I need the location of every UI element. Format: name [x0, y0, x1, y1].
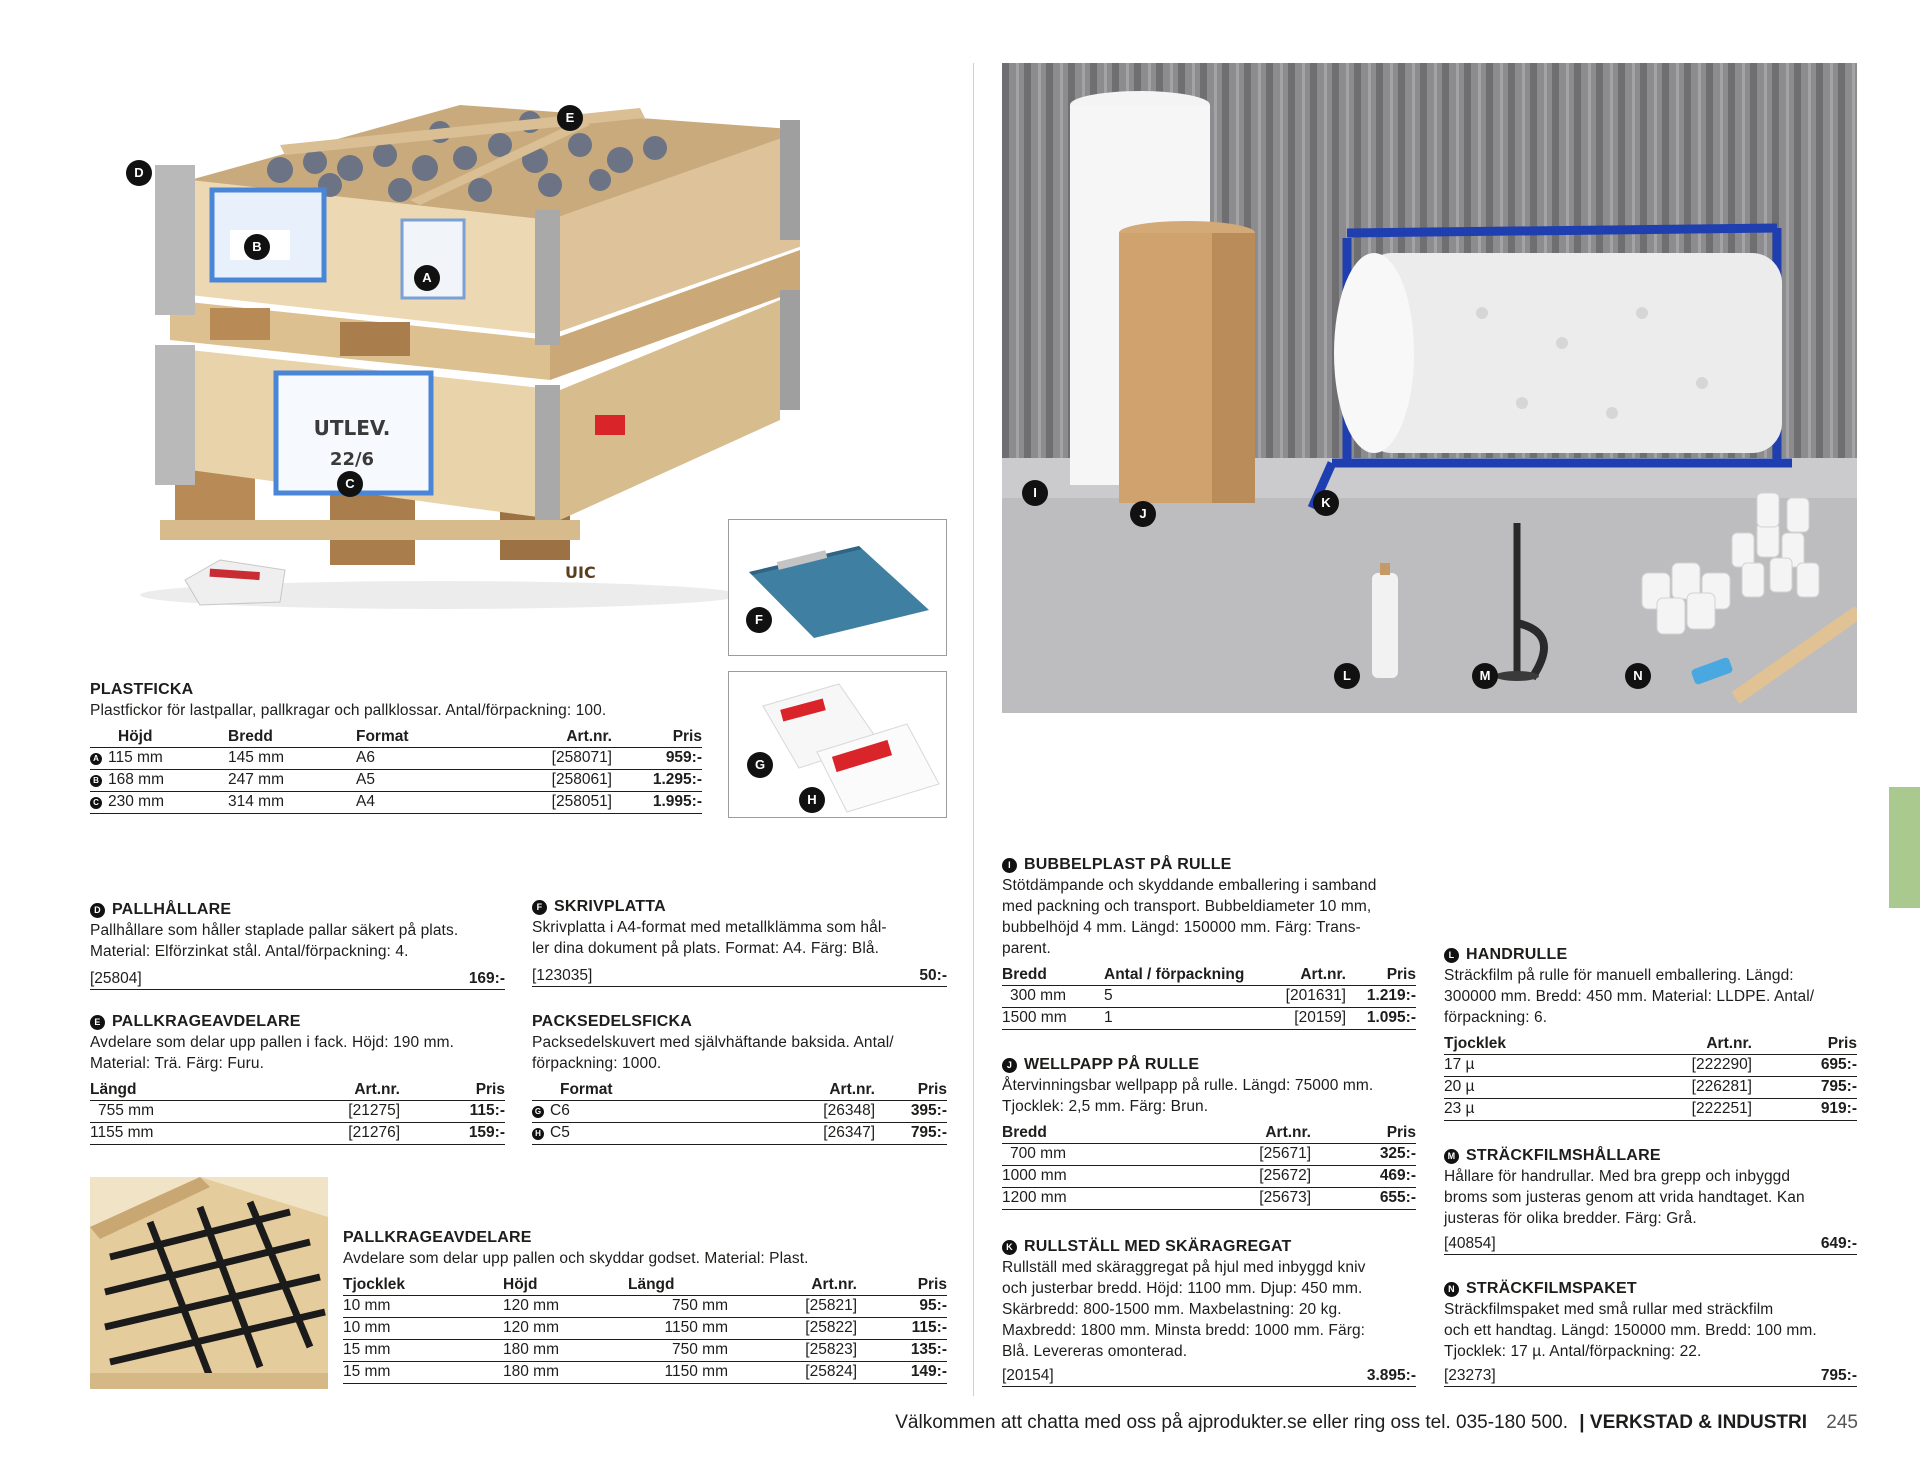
cell-tjocklek: 20 µ [1444, 1076, 1600, 1098]
cell-artnr: [226281] [1600, 1076, 1752, 1098]
cell-pris: 655:- [1311, 1187, 1416, 1209]
cell-artnr: [21276] [261, 1122, 400, 1144]
cell-artnr: [258071] [476, 747, 612, 769]
strackfilmspaket-section [1444, 1279, 1857, 1387]
col-pris: Pris [857, 1273, 947, 1295]
artnr: [20154] [1002, 1367, 1054, 1384]
wellpapp-description-1: Återvinningsbar wellpapp på rulle. Längd: 75000 mm. [1002, 1077, 1374, 1094]
cell-artnr: [26348] [741, 1100, 875, 1122]
handrulle-description-3: förpackning: 6. [1444, 1009, 1548, 1026]
marker-k: K [1313, 490, 1339, 516]
marker-d: D [126, 160, 152, 186]
row-badge: G [532, 1106, 544, 1118]
plastficka-table [90, 725, 702, 814]
wellpapp-section [1002, 1055, 1416, 1210]
strackfilmspaket-description-1: Sträckfilmspaket med små rullar med sträckfilm [1444, 1301, 1774, 1318]
cell-pris: 95:- [857, 1295, 947, 1317]
cell-pris: 795:- [1752, 1076, 1857, 1098]
pallhallare-description-1: Pallhållare som håller staplade pallar säkert på plats. [90, 922, 459, 939]
cell-langd: 1150 mm [628, 1317, 728, 1339]
col-hojd: Höjd [503, 1273, 628, 1295]
cell-bredd: 314 mm [228, 791, 356, 813]
cell-format: A4 [356, 791, 476, 813]
table-row [1002, 1143, 1416, 1165]
marker-c: C [337, 471, 363, 497]
cell-langd: 755 mm [90, 1100, 261, 1122]
rullstall-description-3: Skärbredd: 800-1500 mm. Maxbelastning: 20 kg. [1002, 1301, 1342, 1318]
col-format: Format [532, 1078, 741, 1100]
packsedelsficka-description-1: Packsedelskuvert med självhäftande baksida. Antal/ [532, 1034, 894, 1051]
pallkrageavdelare-wood-description-1: Avdelare som delar upp pallen i fack. Höjd: 190 mm. [90, 1034, 455, 1051]
cell-pris: 695:- [1752, 1054, 1857, 1076]
section-badge: E [90, 1015, 105, 1030]
table-row [1002, 985, 1416, 1007]
bubbelplast-section [1002, 855, 1416, 1030]
page-number: 245 [1826, 1412, 1858, 1433]
cell-artnr: [25672] [1174, 1165, 1311, 1187]
pallhallare-section [90, 900, 505, 990]
cell-artnr: [20159] [1274, 1007, 1346, 1029]
table-row [343, 1361, 947, 1383]
cell-artnr: [26347] [741, 1122, 875, 1144]
price: 795:- [1820, 1367, 1857, 1384]
handrulle-table [1444, 1032, 1857, 1121]
cell-artnr: [258051] [476, 791, 612, 813]
row-badge: C [90, 797, 102, 809]
pallet-date-text: 22/6 [329, 449, 375, 470]
cell-langd: 1150 mm [628, 1361, 728, 1383]
col-langd: Längd [90, 1078, 261, 1100]
skrivplatta-title: SKRIVPLATTA [554, 898, 666, 915]
pallet-photo [80, 50, 800, 630]
marker-b: B [244, 234, 270, 260]
cell-artnr: [25824] [728, 1361, 857, 1383]
price: 3.895:- [1366, 1367, 1416, 1384]
artnr: [123035] [532, 967, 593, 984]
pallkrageavdelare-plast-section [343, 1228, 947, 1384]
cell-pris: 919:- [1752, 1098, 1857, 1120]
cell-bredd: 700 mm [1002, 1143, 1174, 1165]
table-row [1002, 1187, 1416, 1209]
plastic-divider-photo [90, 1177, 328, 1389]
packsedelsficka-description-2: förpackning: 1000. [532, 1055, 662, 1072]
col-pris: Pris [875, 1078, 947, 1100]
cell-artnr: [25821] [728, 1295, 857, 1317]
cell-tjocklek: 15 mm [343, 1361, 503, 1383]
wellpapp-description-2: Tjocklek: 2,5 mm. Färg: Brun. [1002, 1098, 1209, 1115]
cell-langd: 750 mm [628, 1295, 728, 1317]
cell-pris: 135:- [857, 1339, 947, 1361]
cell-format: A5 [356, 769, 476, 791]
cell-artnr: [25671] [1174, 1143, 1311, 1165]
section-side-tab [1889, 787, 1920, 908]
cell-tjocklek: 10 mm [343, 1295, 503, 1317]
cell-format: C6 [550, 1102, 570, 1119]
cell-bredd: 1000 mm [1002, 1165, 1174, 1187]
strackfilmshallare-description-2: broms som justeras genom att vrida handtaget. Kan [1444, 1189, 1805, 1206]
row-badge: B [90, 775, 102, 787]
cell-hojd: 180 mm [503, 1339, 628, 1361]
bubbelplast-table [1002, 963, 1416, 1030]
bubbelplast-title: BUBBELPLAST PÅ RULLE [1024, 856, 1232, 873]
rullstall-price-row [1002, 1365, 1416, 1387]
col-artnr: Art.nr. [741, 1078, 875, 1100]
col-artnr: Art.nr. [1174, 1121, 1311, 1143]
section-badge: M [1444, 1149, 1459, 1164]
col-bredd: Bredd [228, 725, 356, 747]
cell-format: A6 [356, 747, 476, 769]
strackfilmspaket-title: STRÄCKFILMSPAKET [1466, 1280, 1637, 1297]
section-badge: J [1002, 1058, 1017, 1073]
pallhallare-title: PALLHÅLLARE [112, 901, 232, 918]
cell-hojd: 168 mm [108, 771, 164, 788]
strackfilmshallare-title: STRÄCKFILMSHÅLLARE [1466, 1147, 1661, 1164]
bubbelplast-description-1: Stötdämpande och skyddande emballering i samband [1002, 877, 1377, 894]
table-row [1444, 1076, 1857, 1098]
col-tjocklek: Tjocklek [1444, 1032, 1600, 1054]
table-row [343, 1295, 947, 1317]
cell-pris: 1.295:- [612, 769, 702, 791]
marker-l: L [1334, 663, 1360, 689]
section-badge: I [1002, 858, 1017, 873]
pallkrageavdelare-plast-description: Avdelare som delar upp pallen och skyddar godset. Material: Plast. [343, 1250, 809, 1267]
strackfilmspaket-description-3: Tjocklek: 17 µ. Antal/förpackning: 22. [1444, 1343, 1702, 1360]
cell-pris: 795:- [875, 1122, 947, 1144]
packsedelsficka-section [532, 1012, 947, 1145]
section-badge: D [90, 903, 105, 918]
cell-pris: 325:- [1311, 1143, 1416, 1165]
cell-antal: 5 [1104, 985, 1274, 1007]
skrivplatta-description-2: ler dina dokument på plats. Format: A4. Färg: Blå. [532, 940, 880, 957]
marker-a: A [414, 265, 440, 291]
col-pris: Pris [1346, 963, 1416, 985]
envelope-image [728, 671, 947, 818]
marker-j: J [1130, 501, 1156, 527]
col-tjocklek: Tjocklek [343, 1273, 503, 1295]
table-row [343, 1339, 947, 1361]
pallkrageavdelare-wood-table [90, 1078, 505, 1145]
cell-tjocklek: 10 mm [343, 1317, 503, 1339]
cell-bredd: 1500 mm [1002, 1007, 1104, 1029]
row-badge: H [532, 1128, 544, 1140]
rullstall-description-5: Blå. Levereras omonterad. [1002, 1343, 1188, 1360]
cell-pris: 959:- [612, 747, 702, 769]
skrivplatta-price-row [532, 965, 947, 987]
marker-h: H [799, 787, 825, 813]
cell-tjocklek: 17 µ [1444, 1054, 1600, 1076]
packaging-photo [1002, 63, 1857, 713]
wellpapp-table [1002, 1121, 1416, 1210]
pallkrageavdelare-wood-title: PALLKRAGEAVDELARE [112, 1013, 301, 1030]
cell-format: C5 [550, 1124, 570, 1141]
footer-chat-link[interactable]: Välkommen att chatta med oss på ajprodukter.se eller ring oss tel. 035-180 500. [895, 1412, 1569, 1433]
table-row [90, 1122, 505, 1144]
plastficka-description: Plastfickor för lastpallar, pallkragar och pallklossar. Antal/förpackning: 100. [90, 702, 607, 719]
cell-pris: 159:- [400, 1122, 505, 1144]
price: 50:- [919, 967, 947, 984]
col-format: Format [356, 725, 476, 747]
table-row [532, 1100, 947, 1122]
strackfilmspaket-description-2: och ett handtag. Längd: 150000 mm. Bredd: 100 mm. [1444, 1322, 1817, 1339]
cell-pris: 1.095:- [1346, 1007, 1416, 1029]
cell-pris: 1.219:- [1346, 985, 1416, 1007]
page-divider [973, 63, 974, 1396]
section-badge: L [1444, 948, 1459, 963]
pallkrageavdelare-plast-title: PALLKRAGEAVDELARE [343, 1229, 532, 1246]
section-badge: N [1444, 1282, 1459, 1297]
pallet-uic-text: UIC [565, 563, 596, 582]
table-row [90, 791, 702, 813]
col-pris: Pris [612, 725, 702, 747]
col-langd: Längd [628, 1273, 728, 1295]
cell-artnr: [258061] [476, 769, 612, 791]
pallhallare-description-2: Material: Elförzinkat stål. Antal/förpackning: 4. [90, 943, 409, 960]
strackfilmspaket-price-row [1444, 1365, 1857, 1387]
table-row [1002, 1165, 1416, 1187]
clipboard-image [728, 519, 947, 656]
cell-pris: 395:- [875, 1100, 947, 1122]
cell-pris: 469:- [1311, 1165, 1416, 1187]
cell-bredd: 1200 mm [1002, 1187, 1174, 1209]
marker-g: G [747, 752, 773, 778]
rullstall-description-2: och justerbar bredd. Höjd: 1100 mm. Djup: 450 mm. [1002, 1280, 1363, 1297]
rullstall-title: RULLSTÄLL MED SKÄRAGREGAT [1024, 1238, 1292, 1255]
section-badge: K [1002, 1240, 1017, 1255]
footer-section-name: VERKSTAD & INDUSTRI [1589, 1412, 1808, 1433]
col-artnr: Art.nr. [1600, 1032, 1752, 1054]
table-row [1444, 1054, 1857, 1076]
cell-bredd: 145 mm [228, 747, 356, 769]
cell-artnr: [25673] [1174, 1187, 1311, 1209]
marker-i: I [1022, 480, 1048, 506]
row-badge: A [90, 753, 102, 765]
artnr: [25804] [90, 970, 142, 987]
price: 169:- [468, 970, 505, 987]
bubbelplast-description-2: med packning och transport. Bubbeldiameter 10 mm, [1002, 898, 1372, 915]
col-artnr: Art.nr. [261, 1078, 400, 1100]
cell-bredd: 300 mm [1002, 985, 1104, 1007]
table-row [90, 1100, 505, 1122]
cell-hojd: 230 mm [108, 793, 164, 810]
col-artnr: Art.nr. [476, 725, 612, 747]
packsedelsficka-table [532, 1078, 947, 1145]
rullstall-section [1002, 1237, 1416, 1387]
footer-separator: | [1579, 1412, 1585, 1433]
pallet-utlev-text: UTLEV. [313, 416, 391, 440]
rullstall-description-1: Rullställ med skäraggregat på hjul med inbyggd kniv [1002, 1259, 1366, 1276]
cell-pris: 115:- [400, 1100, 505, 1122]
pallkrageavdelare-plast-table [343, 1273, 947, 1384]
cell-antal: 1 [1104, 1007, 1274, 1029]
section-badge: F [532, 900, 547, 915]
table-row [1002, 1007, 1416, 1029]
plastficka-title: PLASTFICKA [90, 681, 194, 698]
cell-langd: 750 mm [628, 1339, 728, 1361]
wellpapp-title: WELLPAPP PÅ RULLE [1024, 1056, 1200, 1073]
handrulle-description-2: 300000 mm. Bredd: 450 mm. Material: LLDPE. Antal/ [1444, 988, 1815, 1005]
handrulle-title: HANDRULLE [1466, 946, 1568, 963]
marker-f: F [746, 607, 772, 633]
rullstall-description-4: Maxbredd: 1800 mm. Minsta bredd: 1000 mm. Färg: [1002, 1322, 1366, 1339]
col-pris: Pris [400, 1078, 505, 1100]
marker-e: E [557, 105, 583, 131]
col-bredd: Bredd [1002, 963, 1104, 985]
marker-n: N [1625, 663, 1651, 689]
col-pris: Pris [1311, 1121, 1416, 1143]
strackfilmshallare-description-1: Hållare för handrullar. Med bra grepp och inbyggd [1444, 1168, 1791, 1185]
plastficka-section [90, 680, 702, 814]
cell-tjocklek: 23 µ [1444, 1098, 1600, 1120]
cell-hojd: 120 mm [503, 1295, 628, 1317]
cell-artnr: [222290] [1600, 1054, 1752, 1076]
handrulle-section [1444, 945, 1857, 1121]
table-row [532, 1122, 947, 1144]
pallkrageavdelare-wood-section [90, 1012, 505, 1145]
cell-hojd: 115 mm [108, 749, 163, 766]
table-row [90, 769, 702, 791]
table-row [343, 1317, 947, 1339]
col-hojd: Höjd [90, 725, 228, 747]
col-artnr: Art.nr. [728, 1273, 857, 1295]
col-antal: Antal / förpackning [1104, 963, 1274, 985]
cell-pris: 115:- [857, 1317, 947, 1339]
handrulle-description-1: Sträckfilm på rulle för manuell emballering. Längd: [1444, 967, 1794, 984]
cell-hojd: 120 mm [503, 1317, 628, 1339]
col-pris: Pris [1752, 1032, 1857, 1054]
bubbelplast-description-4: parent. [1002, 940, 1051, 957]
col-artnr: Art.nr. [1274, 963, 1346, 985]
table-row [90, 747, 702, 769]
cell-pris: 1.995:- [612, 791, 702, 813]
pallhallare-price-row [90, 968, 505, 990]
artnr: [23273] [1444, 1367, 1496, 1384]
price: 649:- [1820, 1235, 1857, 1252]
col-bredd: Bredd [1002, 1121, 1174, 1143]
cell-artnr: [201631] [1274, 985, 1346, 1007]
skrivplatta-section [532, 897, 947, 987]
marker-m: M [1472, 663, 1498, 689]
table-row [1444, 1098, 1857, 1120]
page-footer [0, 1411, 1858, 1435]
cell-hojd: 180 mm [503, 1361, 628, 1383]
cell-artnr: [25823] [728, 1339, 857, 1361]
bubbelplast-description-3: bubbelhöjd 4 mm. Längd: 150000 mm. Färg: Trans- [1002, 919, 1361, 936]
skrivplatta-description-1: Skrivplatta i A4-format med metallklämma som hål- [532, 919, 887, 936]
cell-artnr: [222251] [1600, 1098, 1752, 1120]
cell-artnr: [25822] [728, 1317, 857, 1339]
cell-langd: 1155 mm [90, 1122, 261, 1144]
cell-tjocklek: 15 mm [343, 1339, 503, 1361]
artnr: [40854] [1444, 1235, 1496, 1252]
strackfilmshallare-price-row [1444, 1233, 1857, 1255]
packsedelsficka-title: PACKSEDELSFICKA [532, 1013, 693, 1030]
strackfilmshallare-section [1444, 1146, 1857, 1255]
cell-artnr: [21275] [261, 1100, 400, 1122]
cell-bredd: 247 mm [228, 769, 356, 791]
strackfilmshallare-description-3: justeras för olika bredder. Färg: Grå. [1444, 1210, 1697, 1227]
pallkrageavdelare-wood-description-2: Material: Trä. Färg: Furu. [90, 1055, 265, 1072]
cell-pris: 149:- [857, 1361, 947, 1383]
